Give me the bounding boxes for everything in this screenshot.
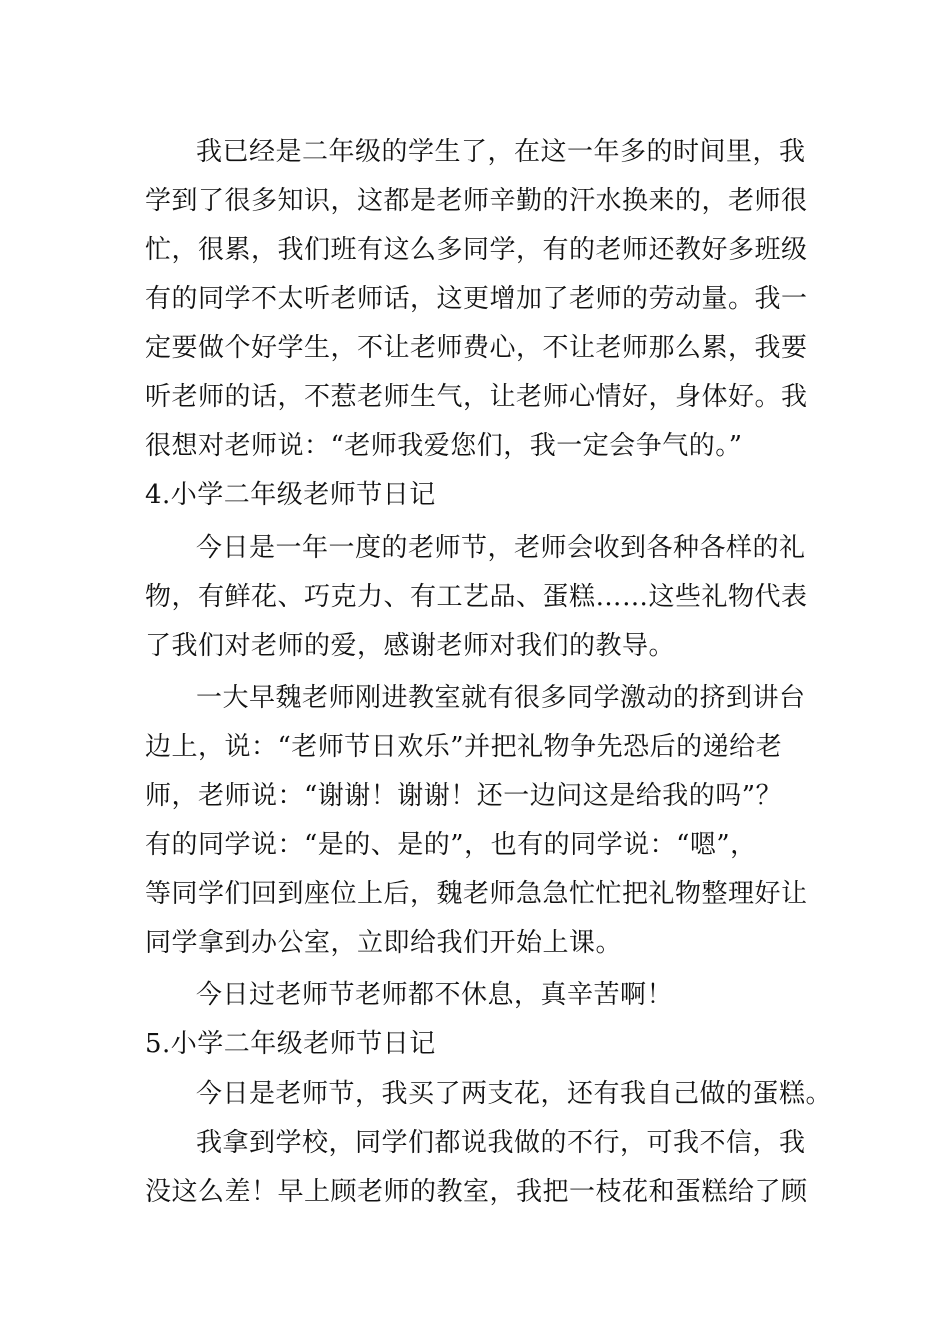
section-heading: 4.小学二年级老师节日记: [145, 480, 436, 510]
paragraph-line: 物，有鲜花、巧克力、有工艺品、蛋糕……这些礼物代表: [145, 582, 808, 612]
paragraph-line: 师，老师说：“谢谢！谢谢！还一边问这是给我的吗”？: [145, 781, 783, 811]
paragraph-line: 今日是老师节，我买了两支花，还有我自己做的蛋糕。: [196, 1079, 833, 1109]
paragraph-line: 同学拿到办公室，立即给我们开始上课。: [145, 928, 623, 958]
paragraph-line: 等同学们回到座位上后，魏老师急急忙忙把礼物整理好让: [145, 879, 808, 909]
paragraph-line: 定要做个好学生，不让老师费心，不让老师那么累，我要: [145, 333, 808, 363]
paragraph-line: 有的同学不太听老师话，这更增加了老师的劳动量。我一: [145, 284, 808, 314]
paragraph-line: 我拿到学校，同学们都说我做的不行，可我不信，我: [196, 1128, 806, 1158]
paragraph-line: 很想对老师说：“老师我爱您们，我一定会争气的。”: [145, 431, 743, 461]
paragraph-line: 没这么差！早上顾老师的教室，我把一枝花和蛋糕给了顾: [145, 1177, 808, 1207]
paragraph-line: 边上，说：“老师节日欢乐”并把礼物争先恐后的递给老: [145, 732, 783, 762]
paragraph-line: 听老师的话，不惹老师生气，让老师心情好，身体好。我: [145, 382, 808, 412]
paragraph-line: 学到了很多知识，这都是老师辛勤的汗水换来的，老师很: [145, 186, 808, 216]
paragraph-line: 有的同学说：“是的、是的”，也有的同学说：“嗯”，: [145, 830, 757, 860]
paragraph-line: 今日是一年一度的老师节，老师会收到各种各样的礼: [196, 533, 806, 563]
paragraph-line: 一大早魏老师刚进教室就有很多同学激动的挤到讲台: [196, 683, 806, 713]
section-heading: 5.小学二年级老师节日记: [145, 1029, 436, 1059]
paragraph-line: 了我们对老师的爱，感谢老师对我们的教导。: [145, 631, 676, 661]
paragraph-line: 今日过老师节老师都不休息，真辛苦啊！: [196, 980, 674, 1010]
paragraph-line: 我已经是二年级的学生了，在这一年多的时间里，我: [196, 137, 806, 167]
paragraph-line: 忙，很累，我们班有这么多同学，有的老师还教好多班级: [145, 235, 808, 265]
